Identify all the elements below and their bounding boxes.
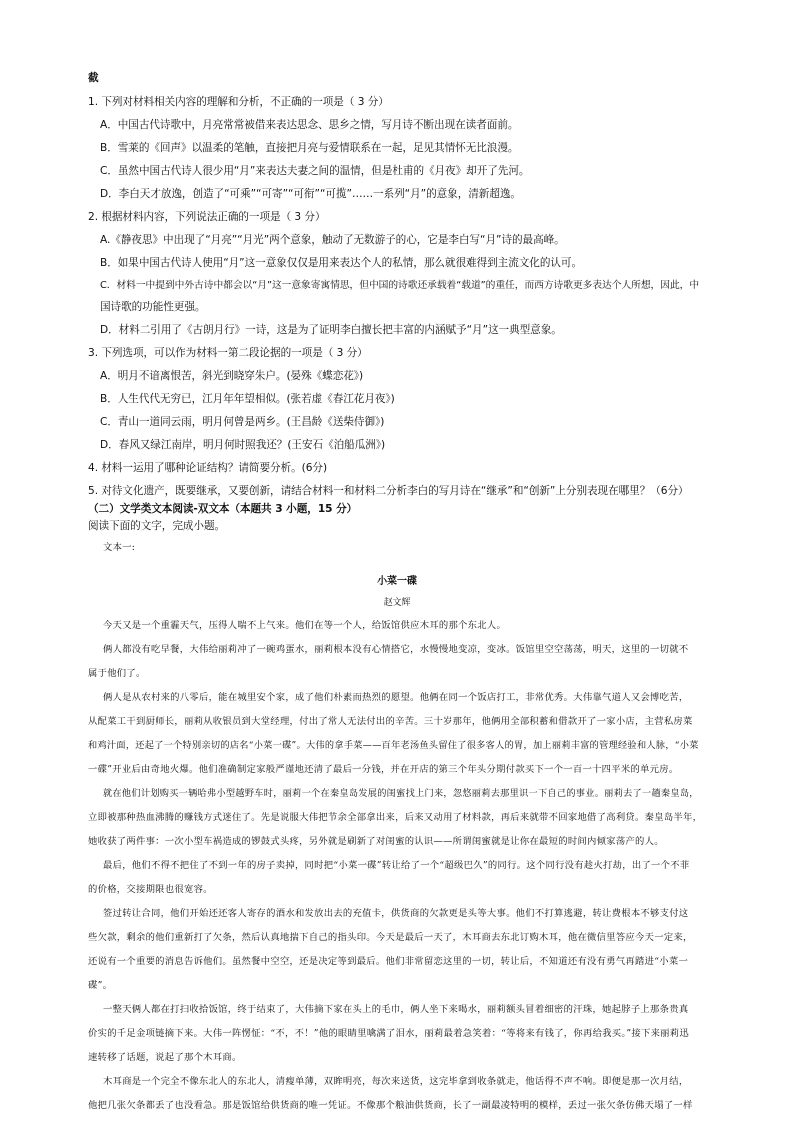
story-paragraph-line: 属于他们了。	[88, 668, 146, 679]
question-3-option-b: B．人生代代无穷已，江月年年望相似。(张若虚《春江花月夜》)	[100, 393, 395, 405]
story-paragraph-line: 俩人都没有吃早餐，大伟给丽莉冲了一碗鸡蛋水，丽莉根本没有心情搭它，水慢慢地变凉，变冰。饭馆里空空荡荡，明天，这里的一切就不	[103, 644, 689, 655]
story-paragraph-line: 价实的千足金项链摘下来。大伟一阵愣怔：“不，不！”他的眼睛里噙满了泪水，丽莉最着急笑着：“等将来有钱了，你再给我买。”接下来丽莉迅	[88, 1028, 689, 1039]
question-3-option-d: D．春风又绿江南岸，明月何时照我还？(王安石《泊船瓜洲》)	[100, 439, 386, 451]
question-1-option-a: A．中国古代诗歌中，月亮常常被借来表达思念、思乡之情，写月诗不断出现在读者面前。	[100, 119, 519, 131]
story-title: 小菜一碟	[377, 576, 417, 587]
story-paragraph-line: 签过转让合同，他们开始还还客人寄存的酒水和发放出去的充值卡，供货商的欠款更是头等大事。他们不打算逃避，转让费根本不够支付这	[103, 908, 689, 919]
question-3-option-a: A．明月不谙离恨苦，斜光到晓穿朱户。(晏殊《蝶恋花》)	[100, 370, 364, 382]
question-2-option-c: C．材料一中提到中外古诗中都会以“月”这一意象寄寓情思，但中国的诗歌还承载着“载道”的重任，而西方诗歌更多表达个人所想，因此，中	[100, 280, 700, 291]
story-paragraph-line: 木耳商是一个完全不像东北人的东北人，清瘦单薄，双眸明亮，每次来送货，这完毕拿到收条就走，他话得不声不响。即便是那一次月结，	[103, 1076, 689, 1087]
question-2-option-c-cont: 国诗歌的功能性更强。	[100, 301, 206, 313]
story-paragraph-line: 一碟”开业后由奇地火爆。他们准确制定家般严谨地还清了最后一分钱，并在开店的第三个年头分期付款买下一个一百一十四平米的单元房。	[88, 764, 679, 775]
text-one-label: 文本一:	[103, 542, 136, 553]
section-heading: （二）文学类文本阅读-双文本（本题共 3 小题，15 分）	[88, 503, 358, 515]
story-paragraph-line: 一整天俩人都在打扫收拾饭馆，终于结束了，大伟摘下家在头上的毛巾，俩人坐下来喝水，丽莉额头冒着细密的汗珠，她起脖子上那条贵真	[103, 1004, 689, 1015]
story-paragraph-line: 从配菜工干到厨师长，丽莉从收银员到大堂经理，付出了常人无法付出的辛苦。三十岁那年，他俩用全部积蓄和借款开了一家小店，主营私房菜	[88, 716, 693, 727]
question-1-option-d: D．李白天才放逸，创造了“可乘”“可寄”“可衔”“可揽”……一系列“月”的意象，清新超逸。	[100, 188, 521, 200]
question-1-option-b: B．雪莱的《回声》以温柔的笔触，直接把月亮与爱情联系在一起，足见其情怀无比浪漫。	[100, 142, 519, 154]
question-2-option-a: A.《静夜思》中出现了“月亮”“月光”两个意象，触动了无数游子的心，它是李白写“月”诗的最高峰。	[100, 234, 565, 246]
story-paragraph-line: 最后，他们不得不把住了不到一年的房子卖掉，同时把“小菜一碟”转让给了一个“超级巴久”的同行。这个同行没有趁火打劫，出了一个不菲	[103, 860, 690, 871]
story-author: 赵文辉	[383, 598, 411, 608]
page-fragment-char: 截	[88, 72, 99, 84]
question-2-option-d: D．材料二引用了《古朗月行》一诗，这是为了证明李白擅长把丰富的内涵赋予“月”这一典型意象。	[100, 324, 562, 336]
question-4-stem: 4. 材料一运用了哪种论证结构？请简要分析。(6分)	[88, 462, 328, 474]
question-1-stem: 1. 下列对材料相关内容的理解和分析，不正确的一项是（ 3 分）	[88, 96, 389, 108]
question-1-option-c: C．虽然中国古代诗人很少用“月”来表达夫妻之间的温情，但是杜甫的《月夜》却开了先河。	[100, 165, 530, 177]
story-paragraph-line: 碟”。	[88, 980, 113, 991]
story-paragraph-line: 俩人是从农村来的八零后，能在城里安个家，成了他们朴素而热烈的愿望。他俩在同一个饭店打工，非常优秀。大伟靠气道人又会博吃苦，	[103, 692, 689, 703]
question-5-stem: 5. 对待文化遗产，既要继承，又要创新，请结合材料一和材料二分析李白的写月诗在“继承”和“创新”上分别表现在哪里？（6分）	[88, 485, 689, 497]
story-paragraph-line: 和鸡汁面，还起了一个特别亲切的店名“小菜一碟”。大伟的拿手菜——百年老汤鱼头留住了很多客人的胃，加上丽莉丰富的管理经验和人脉，“小菜	[88, 740, 699, 751]
story-paragraph-line: 速转移了话题，说起了那个木耳商。	[88, 1052, 242, 1063]
question-3-stem: 3. 下列选项，可以作为材料一第二段论据的一项是（ 3 分）	[88, 347, 368, 359]
story-paragraph-line: 还说有一个重要的消息告诉他们。虽然餐中空空，还是决定等到最后。他们非常留恋这里的一切，转让后，不知道还有没有勇气再踏进“小菜一	[88, 956, 689, 967]
story-paragraph-line: 她收获了两件事：一次小型车祸造成的锣鼓式头疼，另外就是刷新了对闺蜜的认识——所谓闺蜜就是让你在最短的时间内倾家荡产的人。	[88, 836, 664, 847]
story-paragraph-line: 立即被那种热血沸腾的赚钱方式迷住了。先是说服大伟把节余全部拿出来，后来又动用了材料款，再后来就带不回家地借了高利贷。秦皇岛半年，	[88, 812, 703, 823]
question-2-stem: 2. 根据材料内容，下列说法正确的一项是（ 3 分）	[88, 211, 326, 223]
story-paragraph-line: 他把几张欠条都丢了也没看急。那是饭馆给供货商的唯一凭证。不像那个粮油供货商，长了一副最凌特明的模样，丢过一张欠条仿佛天塌了一样	[88, 1100, 693, 1111]
reading-instruction: 阅读下面的文字，完成小题。	[88, 520, 226, 532]
story-paragraph-line: 今天又是一个重霾天气，压得人喘不上气来。他们在等一个人，给饭馆供应木耳的那个东北人。	[103, 620, 507, 631]
question-3-option-c: C．青山一道同云雨，明月何曾是两乡。(王昌龄《送柴侍御》)	[100, 416, 385, 428]
question-2-option-b: B．如果中国古代诗人使用“月”这一意象仅仅是用来表达个人的私情，那么就很难得到主流文化的认可。	[100, 257, 583, 269]
story-paragraph-line: 的价格，交接期限也很宽容。	[88, 884, 213, 895]
story-paragraph-line: 些欠款，剩余的他们重新打了欠条，然后认真地揣下自己的指头印。今天是最后一天了，木耳商去东北订购木耳，他在微信里答应今天一定来，	[88, 932, 693, 943]
story-paragraph-line: 就在他们计划购买一辆哈弗小型越野车时，丽莉一个在秦皇岛发展的闺蜜找上门来，忽悠丽莉去那里识一下自己的事业。丽莉去了一趟秦皇岛，	[103, 788, 699, 799]
